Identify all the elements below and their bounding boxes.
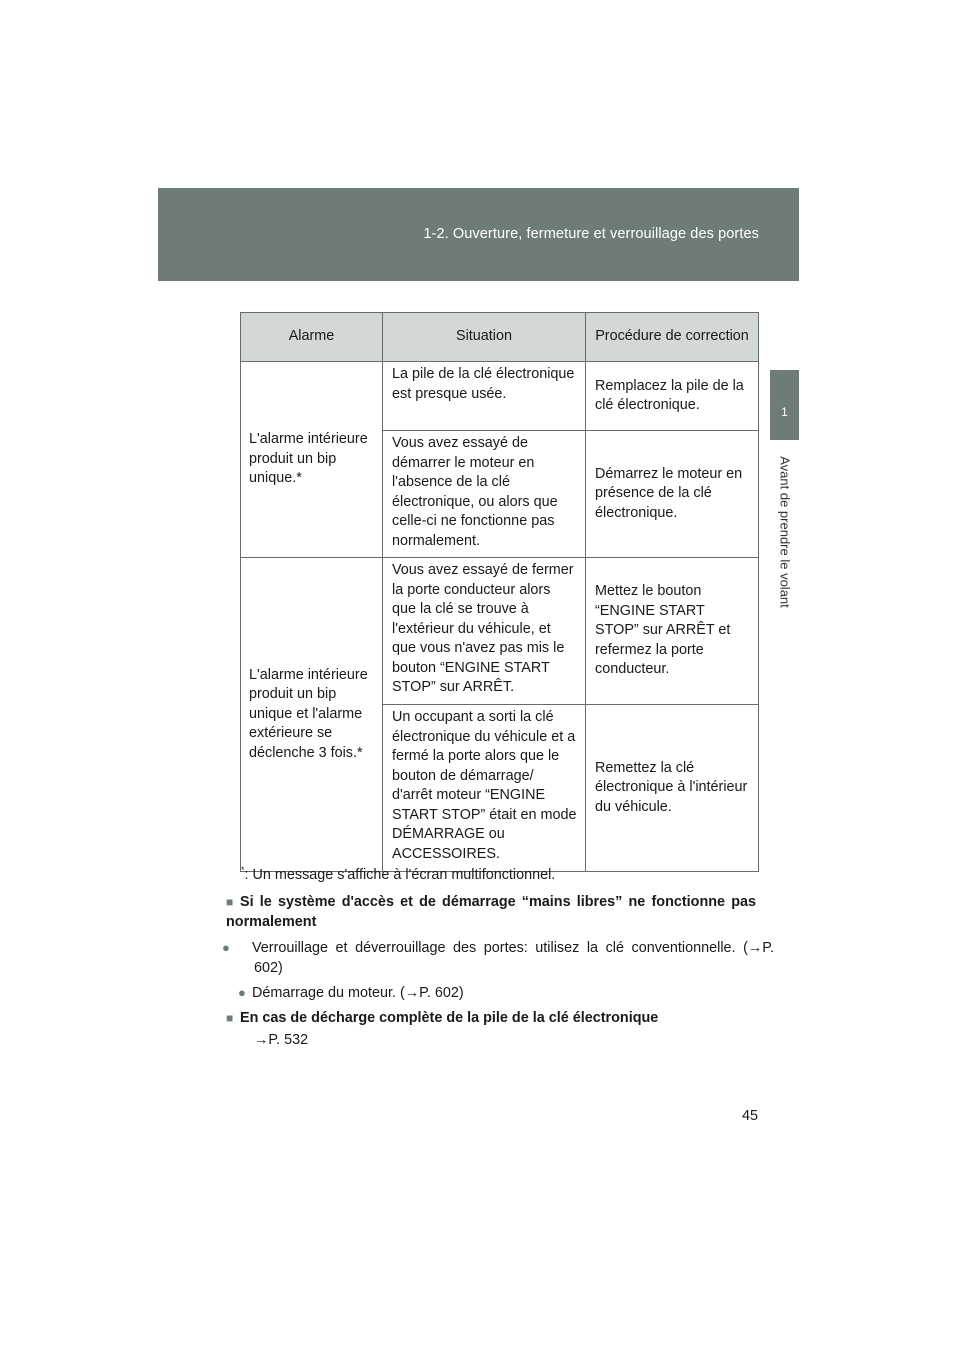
list-item [238,983,758,1003]
chapter-label: Avant de prendre le volant [777,456,793,608]
section-heading-text: En cas de décharge complète de la pile de la clé électronique [240,1010,659,1026]
correction-cell: Remettez la clé électronique à l'intérieur du véhicule. [586,705,759,872]
list-item [222,938,774,978]
section-heading-text: Si le système d'accès et de démarrage “mains libres” ne fonctionne pas normalement [226,894,756,930]
round-bullet-icon: ● [222,940,230,955]
square-bullet-icon: ■ [226,1011,234,1025]
page-number: 45 [741,1108,758,1124]
table-header-row [241,313,759,362]
situation-cell: Un occupant a sorti la clé électronique du véhicule et a fermé la porte alors que le bouton de démarrage/ d'arrêt moteur “ENGINE START STOP” était en mode DÉMARRAGE ou ACCESSOIRES. [383,705,586,872]
footnote-text: : Un message s'affiche à l'écran multifonctionnel. [244,866,556,883]
alarm-table [240,312,759,872]
correction-cell: Remplacez la pile de la clé électronique. [586,362,759,431]
correction-cell: Démarrez le moteur en présence de la clé électronique. [586,431,759,558]
section-heading [226,892,756,932]
table-row [241,362,759,431]
list-item-text: Démarrage du moteur. (→P. 602) [252,985,464,1001]
list-item-text: Verrouillage et déverrouillage des portes: utilisez la clé conventionnelle. (→P. 602) [252,940,774,976]
header-situation: Situation [383,313,586,362]
table-row [241,558,759,705]
situation-cell: Vous avez essayé de démarrer le moteur en l'absence de la clé électronique, ou alors que celle-ci ne fonctionne pas normalement. [383,431,586,558]
section-heading [226,1008,756,1028]
header-correction: Procédure de correction [586,313,759,362]
footnote [241,865,555,883]
header-band [158,188,799,281]
page-reference: →P. 532 [254,1032,309,1048]
header-alarm: Alarme [241,313,383,362]
alarm-cell: L'alarme intérieure produit un bip unique.* [241,362,383,558]
situation-cell: Vous avez essayé de fermer la porte conducteur alors que la clé se trouve à l'extérieur du véhicule, et que vous n'avez pas mis le bouton “ENGINE START STOP” sur ARRÊT. [383,558,586,705]
round-bullet-icon: ● [238,985,246,1000]
alarm-cell: L'alarme intérieure produit un bip unique et l'alarme extérieure se déclenche 3 fois.* [241,558,383,872]
section-title: 1-2. Ouverture, fermeture et verrouillage des portes [423,226,759,242]
square-bullet-icon: ■ [226,895,234,909]
correction-cell: Mettez le bouton “ENGINE START STOP” sur ARRÊT et refermez la porte conducteur. [586,558,759,705]
chapter-number: 1 [781,405,788,419]
footnote-marker: * [241,865,245,875]
situation-cell: La pile de la clé électronique est presque usée. [383,362,586,431]
chapter-tab [770,370,799,440]
